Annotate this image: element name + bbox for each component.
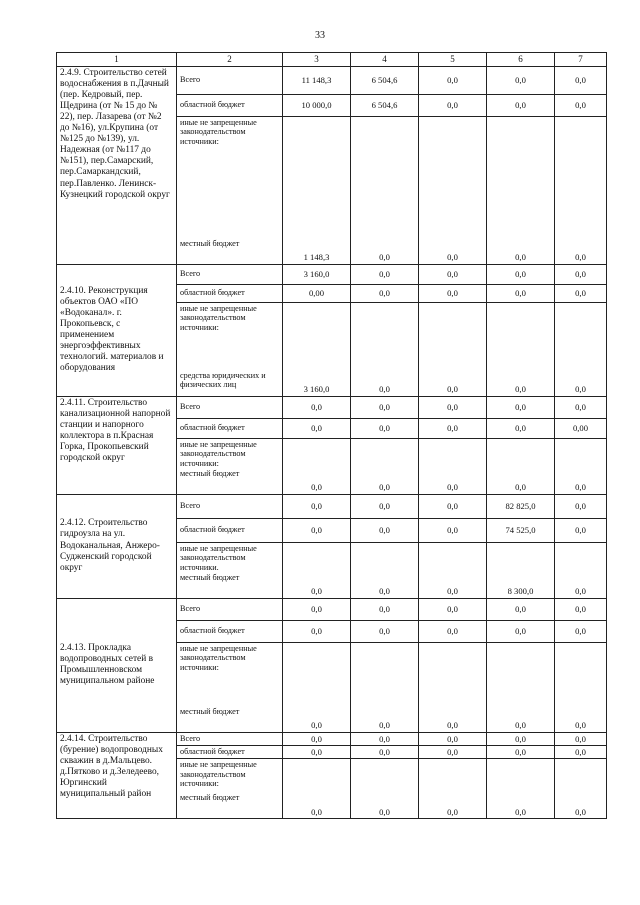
value-cell: 0,0 [351, 116, 419, 264]
funding-source-label: Всего [180, 604, 201, 614]
value-cell: 0,0 [419, 494, 487, 518]
value-cell: 0,0 [487, 94, 555, 116]
table-row [57, 494, 607, 518]
funding-source [177, 418, 283, 438]
value-cell: 0,0 [555, 116, 607, 264]
funding-source-label: Всего [180, 402, 201, 412]
value-cell: 0,0 [487, 66, 555, 94]
value-cell: 0,0 [555, 264, 607, 284]
funding-source-sublabel: средства юридических и физических лиц [180, 370, 266, 390]
value-cell: 0,0 [283, 598, 351, 620]
table-row [57, 66, 607, 94]
funding-source [177, 116, 283, 264]
funding-source-sublabel: местный бюджет [180, 792, 240, 802]
value-cell: 0,0 [351, 284, 419, 302]
column-header: 7 [555, 53, 607, 67]
value-cell: 0,0 [419, 94, 487, 116]
value-cell: 0,00 [555, 418, 607, 438]
value-cell: 0,0 [419, 518, 487, 542]
funding-source [177, 94, 283, 116]
value-cell: 0,0 [419, 598, 487, 620]
funding-source-label: иные не запрещенные законодательством источники. [180, 543, 257, 572]
value-cell: 0,0 [487, 418, 555, 438]
funding-source-label: Всего [180, 733, 201, 743]
table-row [57, 396, 607, 418]
value-cell: 0,0 [555, 302, 607, 396]
value-cell: 0,0 [555, 758, 607, 818]
funding-source-label: областной бюджет [180, 525, 245, 535]
page-number: 33 [315, 30, 325, 41]
spacer [180, 147, 279, 239]
funding-source-label: областной бюджет [180, 626, 245, 636]
funding-source [177, 518, 283, 542]
value-cell: 0,0 [419, 284, 487, 302]
funding-source [177, 396, 283, 418]
value-cell: 0,0 [487, 642, 555, 732]
table-row [57, 732, 607, 745]
value-cell: 0,0 [555, 396, 607, 418]
funding-source-label: Всего [180, 501, 201, 511]
value-cell: 0,0 [351, 732, 419, 745]
value-cell: 0,0 [283, 642, 351, 732]
value-cell: 0,0 [351, 518, 419, 542]
funding-source [177, 302, 283, 396]
value-cell: 0,0 [419, 396, 487, 418]
funding-source-label: Всего [180, 269, 201, 279]
value-cell: 0,0 [419, 438, 487, 494]
value-cell: 0,0 [487, 758, 555, 818]
value-cell: 0,0 [283, 732, 351, 745]
value-cell: 10 000,0 [283, 94, 351, 116]
value-cell: 1 148,3 [283, 116, 351, 264]
value-cell: 82 825,0 [487, 494, 555, 518]
value-cell: 0,0 [487, 620, 555, 642]
funding-source [177, 598, 283, 620]
value-cell: 0,0 [555, 745, 607, 758]
value-cell: 0,0 [555, 518, 607, 542]
value-cell: 0,0 [283, 438, 351, 494]
value-cell: 0,0 [487, 438, 555, 494]
column-header: 5 [419, 53, 487, 67]
funding-source-sublabel: местный бюджет [180, 572, 240, 582]
value-cell: 74 525,0 [487, 518, 555, 542]
funding-source-label: иные не запрещенные законодательством источники: [180, 117, 257, 146]
value-cell: 0,0 [487, 284, 555, 302]
spacer [180, 333, 279, 371]
funding-source-label: иные не запрещенные законодательством источники: [180, 303, 257, 332]
value-cell: 0,0 [555, 542, 607, 598]
value-cell: 0,0 [283, 542, 351, 598]
header-row [57, 53, 607, 67]
value-cell: 0,0 [555, 94, 607, 116]
value-cell: 0,0 [351, 264, 419, 284]
value-cell: 0,0 [283, 758, 351, 818]
value-cell: 0,0 [283, 418, 351, 438]
column-header: 4 [351, 53, 419, 67]
funding-source-label: областной бюджет [180, 288, 245, 298]
funding-source [177, 620, 283, 642]
value-cell: 0,0 [555, 494, 607, 518]
value-cell: 8 300,0 [487, 542, 555, 598]
funding-source-label: областной бюджет [180, 423, 245, 433]
value-cell: 0,0 [419, 302, 487, 396]
value-cell: 0,0 [351, 745, 419, 758]
funding-source [177, 642, 283, 732]
value-cell: 0,0 [487, 264, 555, 284]
value-cell: 0,0 [419, 542, 487, 598]
table-row [57, 598, 607, 620]
project-title: 2.4.14. Строительство (бурение) водопроводных скважин в д.Мальцево. д.Пятково и д.Зеледеево, Юргинский муниципальный район [57, 732, 177, 818]
project-title: 2.4.13. Прокладка водопроводных сетей в Промышленновском муниципальном районе [57, 598, 177, 732]
funding-source-sublabel: местный бюджет [180, 238, 240, 248]
funding-source-label: иные не запрещенные законодательством источники: [180, 759, 257, 789]
funding-source [177, 66, 283, 94]
value-cell: 0,0 [555, 284, 607, 302]
funding-source-sublabel: местный бюджет [180, 706, 240, 716]
value-cell: 11 148,3 [283, 66, 351, 94]
value-cell: 0,0 [487, 302, 555, 396]
value-cell: 0,0 [555, 620, 607, 642]
funding-source [177, 745, 283, 758]
value-cell: 0,0 [419, 264, 487, 284]
project-title: 2.4.11. Строительство канализационной напорной станции и напорного коллектора в п.Красная Горка, Прокопьевский городской округ [57, 396, 177, 494]
funding-source-label: иные не запрещенные законодательством источники: [180, 439, 257, 468]
value-cell: 0,0 [283, 396, 351, 418]
column-header: 1 [57, 53, 177, 67]
value-cell: 0,0 [351, 302, 419, 396]
column-header: 3 [283, 53, 351, 67]
value-cell: 0,0 [283, 620, 351, 642]
value-cell: 0,0 [351, 598, 419, 620]
value-cell: 0,0 [283, 745, 351, 758]
funding-source-label: областной бюджет [180, 746, 245, 756]
value-cell: 0,0 [351, 642, 419, 732]
value-cell: 0,0 [487, 745, 555, 758]
value-cell: 0,0 [351, 620, 419, 642]
value-cell: 0,0 [419, 116, 487, 264]
value-cell: 0,0 [487, 396, 555, 418]
funding-source [177, 542, 283, 598]
funding-source [177, 284, 283, 302]
value-cell: 0,0 [555, 732, 607, 745]
spacer [180, 673, 279, 707]
funding-source-label: областной бюджет [180, 100, 245, 110]
column-header: 2 [177, 53, 283, 67]
value-cell: 0,0 [555, 598, 607, 620]
funding-source [177, 494, 283, 518]
table-row [57, 264, 607, 284]
value-cell: 0,0 [419, 732, 487, 745]
value-cell: 0,0 [419, 745, 487, 758]
value-cell: 6 504,6 [351, 66, 419, 94]
project-title: 2.4.12. Строительство гидроузла на ул. Водоканальная, Анжеро-Судженский городской округ [57, 494, 177, 598]
value-cell: 6 504,6 [351, 94, 419, 116]
value-cell: 0,0 [555, 642, 607, 732]
value-cell: 0,0 [419, 642, 487, 732]
value-cell: 0,0 [283, 494, 351, 518]
budget-table [56, 52, 607, 819]
value-cell: 3 160,0 [283, 264, 351, 284]
value-cell: 0,0 [419, 758, 487, 818]
value-cell: 0,0 [283, 518, 351, 542]
value-cell: 0,0 [487, 116, 555, 264]
column-header: 6 [487, 53, 555, 67]
value-cell: 0,0 [419, 418, 487, 438]
funding-source [177, 732, 283, 745]
value-cell: 0,0 [419, 620, 487, 642]
funding-source [177, 264, 283, 284]
value-cell: 0,0 [351, 494, 419, 518]
value-cell: 0,0 [487, 598, 555, 620]
value-cell: 0,0 [555, 438, 607, 494]
project-title: 2.4.10. Реконструкция объектов ОАО «ПО «Водоканал». г. Прокопьевск, с применением энергоэффективных технологий. материалов и оборудования [57, 264, 177, 396]
value-cell: 0,0 [351, 396, 419, 418]
funding-source-label: Всего [180, 75, 201, 85]
value-cell: 0,0 [351, 418, 419, 438]
value-cell: 0,0 [555, 66, 607, 94]
value-cell: 0,0 [351, 758, 419, 818]
funding-source-sublabel: местный бюджет [180, 468, 240, 478]
funding-source-label: иные не запрещенные законодательством источники: [180, 643, 257, 672]
value-cell: 0,0 [419, 66, 487, 94]
value-cell: 0,0 [351, 542, 419, 598]
project-title: 2.4.9. Строительство сетей водоснабжения в п.Дачный (пер. Кедровый, пер. Щедрина (от № 15 до № 22), пер. Лазарева (от №2 до №16), ул.Крупина (от №125 до №139), ул. Надежная (от №117 до №151), пер.Самарский, пер.Самаркандский, пер.Павленко. Ленинск-Кузнецкий городской округ [57, 66, 177, 264]
value-cell: 0,00 [283, 284, 351, 302]
funding-source [177, 438, 283, 494]
funding-source [177, 758, 283, 818]
value-cell: 0,0 [487, 732, 555, 745]
value-cell: 3 160,0 [283, 302, 351, 396]
value-cell: 0,0 [351, 438, 419, 494]
